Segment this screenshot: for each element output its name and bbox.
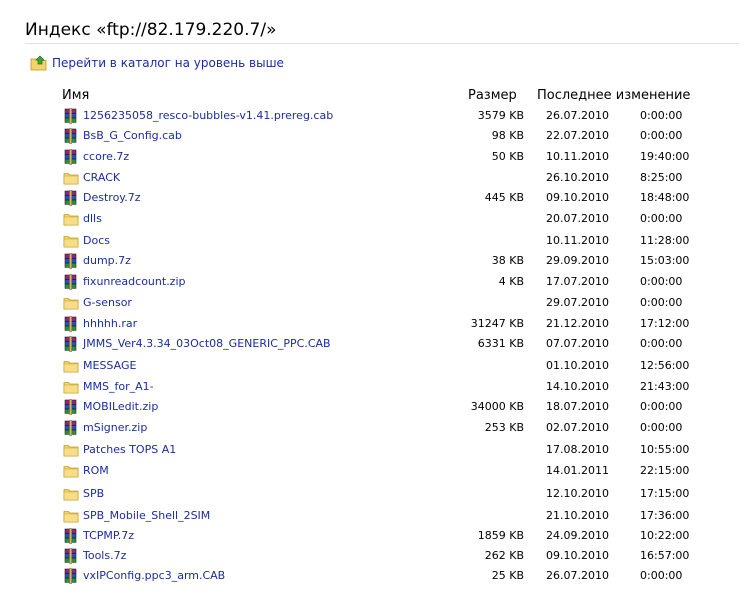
modified-time: 10:22:00 [640,529,690,542]
winrar-archive-icon [63,253,79,269]
winrar-archive-icon [63,568,79,584]
file-size: 253 KB [484,421,524,434]
modified-time: 18:48:00 [640,191,690,204]
modified-date: 29.09.2010 [546,254,609,267]
file-link[interactable]: dump.7z [83,254,131,267]
folder-icon [63,508,79,524]
file-row [0,441,753,459]
modified-date: 26.07.2010 [546,569,609,582]
file-link[interactable]: MOBILedit.zip [83,400,159,413]
folder-link[interactable]: MESSAGE [83,359,137,372]
modified-date: 26.10.2010 [546,171,609,184]
modified-date: 20.07.2010 [546,212,609,225]
modified-date: 10.11.2010 [546,234,609,247]
file-size: 38 KB [491,254,524,267]
folder-icon [63,233,79,249]
file-link[interactable]: JMMS_Ver4.3.34_03Oct08_GENERIC_PPC.CAB [83,337,331,350]
file-link[interactable]: mSigner.zip [83,421,148,434]
modified-time: 21:43:00 [640,380,690,393]
modified-date: 14.01.2011 [546,464,609,477]
winrar-archive-icon [63,548,79,564]
page-title: Индекс «ftp://82.179.220.7/» [25,20,277,40]
modified-date: 21.10.2010 [546,509,609,522]
file-size: 98 KB [491,129,524,142]
folder-link[interactable]: MMS_for_A1- [83,380,154,393]
modified-time: 17:15:00 [640,487,690,500]
modified-date: 02.07.2010 [546,421,609,434]
file-row [0,252,753,270]
folder-icon [63,379,79,395]
modified-time: 17:12:00 [640,317,690,330]
file-row [0,547,753,565]
file-size: 50 KB [491,150,524,163]
winrar-archive-icon [63,190,79,206]
file-size: 6331 KB [477,337,524,350]
folder-link[interactable]: G-sensor [83,296,132,309]
winrar-archive-icon [63,149,79,165]
file-row [0,462,753,480]
file-row [0,357,753,375]
column-header-name[interactable]: Имя [62,88,90,103]
file-size: 25 KB [491,569,524,582]
file-row [0,127,753,145]
file-row [0,232,753,250]
file-link[interactable]: BsB_G_Config.cab [83,129,182,142]
modified-date: 22.07.2010 [546,129,609,142]
modified-date: 07.07.2010 [546,337,609,350]
modified-time: 11:28:00 [640,234,690,247]
file-link[interactable]: 1256235058_resco-bubbles-v1.41.prereg.cab [83,109,334,122]
modified-time: 12:56:00 [640,359,690,372]
modified-date: 17.07.2010 [546,275,609,288]
file-row [0,210,753,228]
file-link[interactable]: Destroy.7z [83,191,141,204]
folder-link[interactable]: SPB_Mobile_Shell_2SIM [83,509,211,522]
modified-time: 0:00:00 [640,212,683,225]
modified-date: 21.12.2010 [546,317,609,330]
winrar-archive-icon [63,128,79,144]
file-link[interactable]: fixunreadcount.zip [83,275,186,288]
modified-time: 0:00:00 [640,275,683,288]
file-row [0,189,753,207]
file-row [0,378,753,396]
modified-time: 0:00:00 [640,109,683,122]
modified-time: 0:00:00 [640,569,683,582]
winrar-archive-icon [63,108,79,124]
winrar-archive-icon [63,274,79,290]
modified-date: 14.10.2010 [546,380,609,393]
winrar-archive-icon [63,528,79,544]
folder-icon [63,486,79,502]
file-row [0,485,753,503]
file-size: 262 KB [484,549,524,562]
file-row [0,398,753,416]
file-link[interactable]: TCPMP.7z [83,529,135,542]
folder-link[interactable]: Patches TOPS A1 [83,443,177,456]
file-link[interactable]: ccore.7z [83,150,130,163]
modified-date: 09.10.2010 [546,549,609,562]
modified-time: 0:00:00 [640,421,683,434]
modified-time: 17:36:00 [640,509,690,522]
parent-directory-label[interactable]: Перейти в каталог на уровень выше [52,56,284,70]
file-row [0,169,753,187]
file-row [0,335,753,353]
modified-time: 19:40:00 [640,150,690,163]
modified-time: 10:55:00 [640,443,690,456]
file-row [0,315,753,333]
modified-time: 15:03:00 [640,254,690,267]
file-row [0,419,753,437]
folder-icon [63,442,79,458]
modified-date: 12.10.2010 [546,487,609,500]
folder-icon [63,358,79,374]
modified-time: 8:25:00 [640,171,683,184]
column-header-size[interactable]: Размер [468,88,517,103]
file-size: 1859 KB [477,529,524,542]
modified-time: 0:00:00 [640,337,683,350]
file-size: 3579 KB [477,109,524,122]
folder-icon [63,211,79,227]
winrar-archive-icon [63,316,79,332]
modified-date: 01.10.2010 [546,359,609,372]
winrar-archive-icon [63,420,79,436]
modified-time: 0:00:00 [640,400,683,413]
file-size: 34000 KB [470,400,524,413]
file-row [0,294,753,312]
modified-date: 29.07.2010 [546,296,609,309]
file-link[interactable]: hhhhh.rar [83,317,138,330]
file-row [0,567,753,585]
folder-link[interactable]: CRACK [83,171,121,184]
winrar-archive-icon [63,399,79,415]
modified-date: 24.09.2010 [546,529,609,542]
file-row [0,273,753,291]
folder-icon [63,463,79,479]
folder-icon [63,170,79,186]
folder-icon [63,295,79,311]
folder-link[interactable]: SPB [83,487,105,500]
column-header-modified[interactable]: Последнее изменение [537,88,691,103]
folder-link[interactable]: dlls [83,212,102,225]
modified-date: 18.07.2010 [546,400,609,413]
file-size: 445 KB [484,191,524,204]
file-row [0,507,753,525]
file-row [0,107,753,125]
modified-time: 0:00:00 [640,129,683,142]
file-row [0,148,753,166]
file-link[interactable]: vxIPConfig.ppc3_arm.CAB [83,569,226,582]
file-row [0,527,753,545]
folder-link[interactable]: Docs [83,234,110,247]
modified-time: 0:00:00 [640,296,683,309]
file-size: 4 KB [498,275,524,288]
winrar-archive-icon [63,336,79,352]
modified-date: 10.11.2010 [546,150,609,163]
file-link[interactable]: Tools.7z [83,549,127,562]
modified-date: 09.10.2010 [546,191,609,204]
folder-link[interactable]: ROM [83,464,109,477]
modified-date: 26.07.2010 [546,109,609,122]
modified-time: 22:15:00 [640,464,690,477]
file-size: 31247 KB [470,317,524,330]
modified-date: 17.08.2010 [546,443,609,456]
modified-time: 16:57:00 [640,549,690,562]
